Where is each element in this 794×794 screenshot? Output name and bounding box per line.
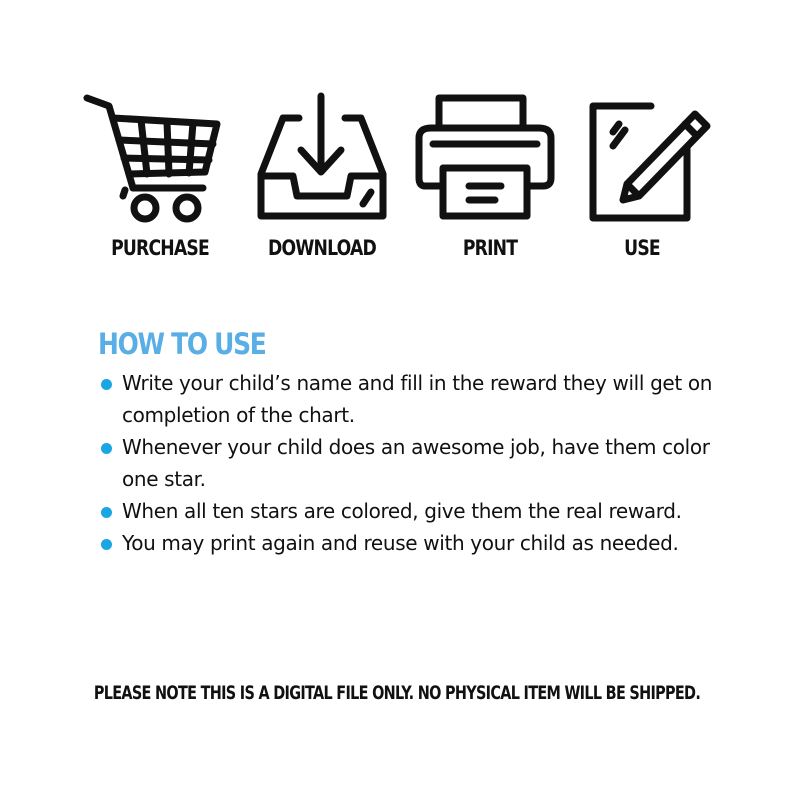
- how-to-use-title: HOW TO USE: [98, 327, 266, 361]
- list-item: [98, 495, 738, 527]
- list-item: [98, 431, 738, 495]
- pencil-paper-icon: [557, 88, 727, 228]
- how-to-use-section: [98, 327, 738, 559]
- printer-icon: [405, 88, 575, 228]
- bullet-dot-icon: [101, 379, 112, 390]
- shopping-cart-icon: [75, 88, 245, 228]
- how-to-use-list: [98, 367, 738, 559]
- bullet-dot-icon: [101, 539, 112, 550]
- list-item-text: When all ten stars are colored, give them the real reward.: [122, 499, 682, 523]
- step-label-purchase: PURCHASE: [111, 236, 209, 260]
- step-use: [557, 88, 727, 273]
- bullet-dot-icon: [101, 507, 112, 518]
- list-item-text: You may print again and reuse with your child as needed.: [122, 531, 679, 555]
- step-purchase: [75, 88, 245, 273]
- list-item: [98, 527, 738, 559]
- bullet-dot-icon: [101, 443, 112, 454]
- list-item-text: Write your child’s name and fill in the reward they will get on completion of the chart.: [122, 371, 713, 427]
- list-item: [98, 367, 738, 431]
- download-tray-icon: [237, 88, 407, 228]
- step-label-download: DOWNLOAD: [268, 236, 376, 260]
- step-label-use: USE: [624, 236, 660, 260]
- steps-row: [0, 0, 794, 280]
- step-print: [405, 88, 575, 273]
- step-download: [237, 88, 407, 273]
- step-label-print: PRINT: [462, 236, 518, 260]
- digital-file-note: PLEASE NOTE THIS IS A DIGITAL FILE ONLY. NO PHYSICAL ITEM WILL BE SHIPPED.: [93, 683, 701, 704]
- list-item-text: Whenever your child does an awesome job, have them color one star.: [122, 435, 710, 491]
